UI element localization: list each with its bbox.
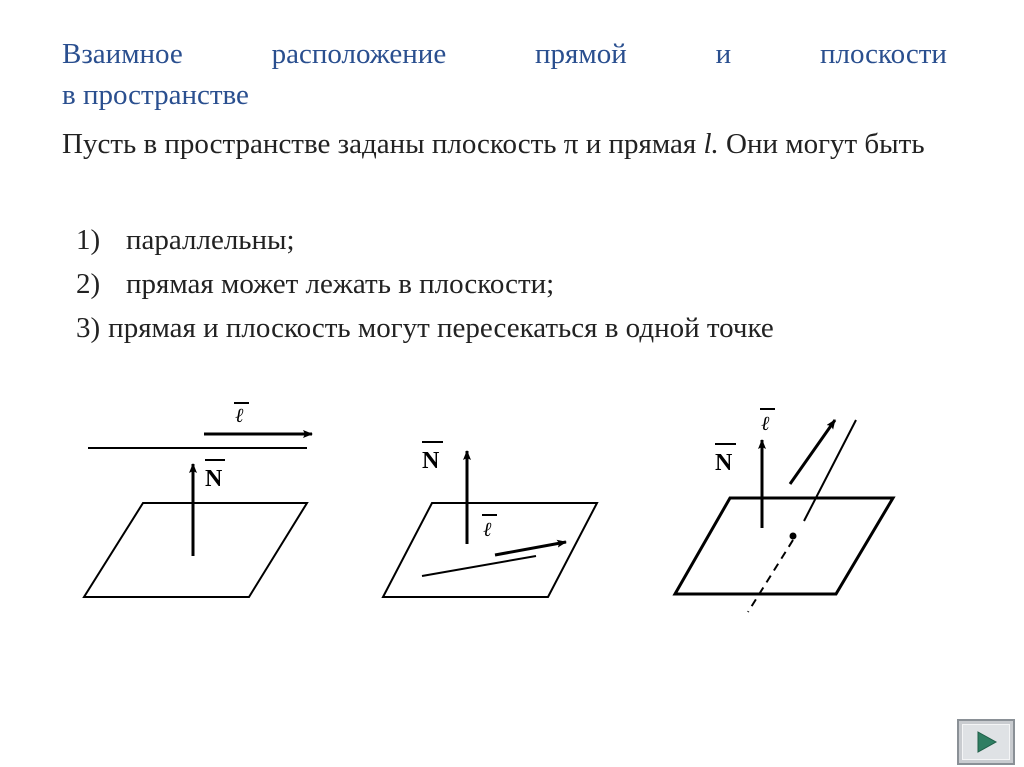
list-item-number: 2) [76,268,101,300]
normal-label: N [422,448,440,474]
line-label: ℓ [235,403,244,427]
title-line-2: в пространстве [62,79,249,111]
figure-intersection [675,409,893,612]
play-triangle-icon [973,729,999,755]
intro-text-after: Они могут быть [726,128,925,160]
normal-label: N [205,466,223,492]
plane [675,498,893,594]
pi-symbol: π [563,128,579,160]
figure-parallel [84,403,312,597]
line-in-plane [422,556,536,576]
next-slide-button-face[interactable] [962,724,1010,760]
figure-line-in-plane [383,442,597,597]
title-word: расположение [271,38,447,70]
next-slide-button[interactable] [957,719,1015,765]
line-below-plane [748,540,793,612]
plane [84,503,307,597]
intersection-point [790,533,797,540]
list-item-number: 3) [76,312,101,344]
title-word: Взаимное [62,38,183,70]
direction-vector [495,542,566,555]
title-word: и [715,38,732,70]
list-item-text: параллельны; [126,224,295,256]
title-word: плоскости [819,38,947,70]
list-item-text: прямая и плоскость могут пересекаться в одной точке [108,312,774,344]
title-word: прямой [535,38,627,70]
line-symbol: l. [703,128,719,160]
line-label: ℓ [761,411,770,435]
list-item-text: прямая может лежать в плоскости; [126,268,555,300]
list-item-number: 1) [76,224,101,256]
normal-label: N [715,450,733,476]
intro-text-before: Пусть в пространстве заданы плоскость [62,128,557,160]
play-triangle-shape [978,732,996,752]
line-above-plane [804,420,856,521]
line-label: ℓ [483,517,492,541]
intro-text-middle: и прямая [585,128,697,160]
